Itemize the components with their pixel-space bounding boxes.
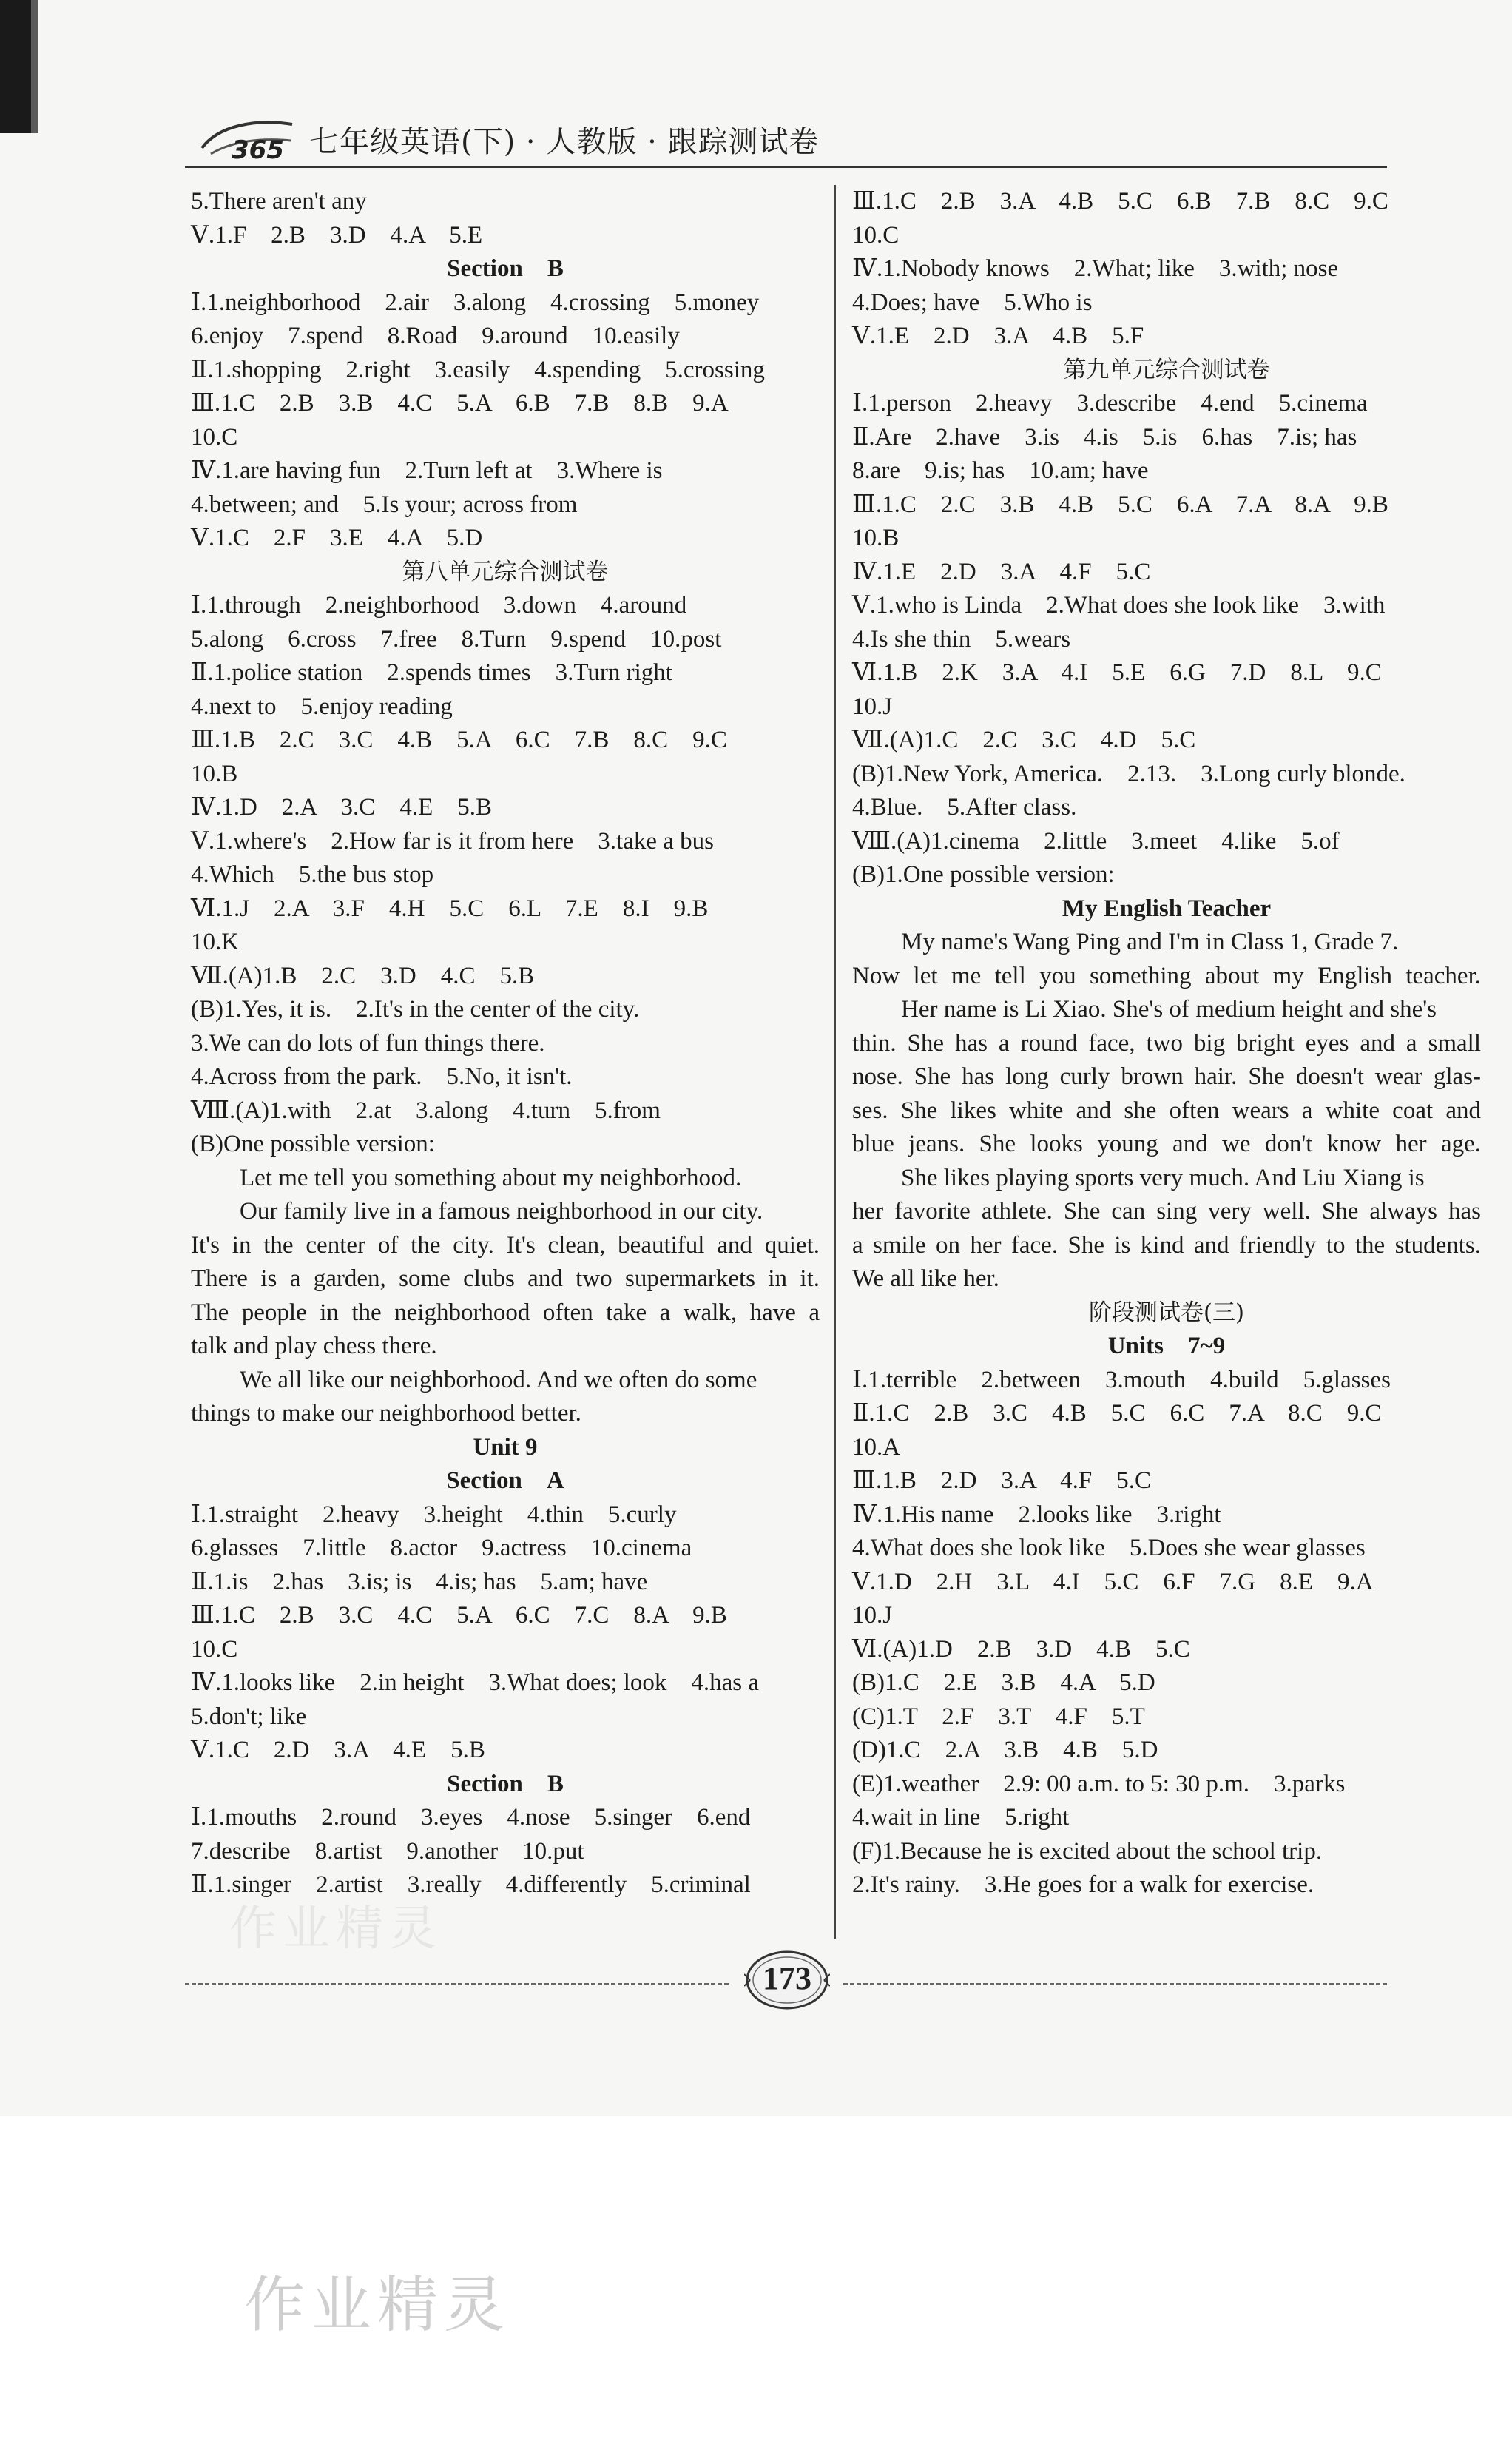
answer-line: 3.We can do lots of fun things there. — [191, 1029, 545, 1057]
answer-line: Ⅰ.1.terrible 2.between 3.mouth 4.build 5.glasses — [852, 1366, 1391, 1393]
essay-line: Her name is Li Xiao. She's of medium height and she's — [901, 996, 1437, 1023]
answer-line: 10.B — [852, 525, 900, 551]
answer-line: (D)1.C 2.A 3.B 4.B 5.D — [852, 1737, 1158, 1763]
answer-line: 2.It's rainy. 3.He goes for a walk for exercise. — [852, 1871, 1314, 1898]
essay-line: talk and play chess there. — [191, 1333, 437, 1359]
brand-logo — [196, 111, 300, 163]
stage-test-heading: 阶段测试卷(三) — [1088, 1299, 1245, 1326]
section-heading: Section A — [446, 1467, 564, 1494]
essay-line: My name's Wang Ping and I'm in Class 1, Grade 7. — [901, 929, 1399, 955]
answer-line: Ⅰ.1.through 2.neighborhood 3.down 4.around — [191, 592, 687, 619]
answer-line: 4.What does she look like 5.Does she wear glasses — [852, 1535, 1366, 1561]
answer-line: 10.C — [852, 221, 900, 249]
answer-line: 10.K — [191, 929, 240, 955]
answer-line: Ⅱ.Are 2.have 3.is 4.is 5.is 6.has 7.is; has — [852, 423, 1357, 451]
section-heading: Section B — [447, 255, 564, 282]
answer-line: 4.next to 5.enjoy reading — [191, 693, 453, 720]
binding-edge — [0, 0, 52, 133]
right-column — [852, 185, 1481, 1902]
answer-line: Ⅲ.1.C 2.B 3.C 4.C 5.A 6.C 7.C 8.A 9.B — [191, 1602, 727, 1629]
answer-line: Ⅴ.1.C 2.F 3.E 4.A 5.D — [191, 525, 483, 551]
answer-line: Ⅴ.1.C 2.D 3.A 4.E 5.B — [191, 1737, 485, 1763]
unit-test-heading: 第九单元综合测试卷 — [1063, 356, 1270, 383]
answer-line: 10.A — [852, 1433, 901, 1461]
unit-heading: Unit 9 — [473, 1433, 538, 1461]
logo-text: 365 — [232, 135, 284, 163]
answer-line: 4.wait in line 5.right — [852, 1804, 1070, 1831]
answer-line: Ⅳ.1.Nobody knows 2.What; like 3.with; nose — [852, 255, 1339, 282]
answer-line: Ⅷ.(A)1.with 2.at 3.along 4.turn 5.from — [191, 1097, 661, 1124]
answer-line: 5.don't; like — [191, 1703, 307, 1730]
answer-line: 4.Is she thin 5.wears — [852, 625, 1071, 653]
answer-line: Ⅴ.1.who is Linda 2.What does she look like 3.with — [852, 592, 1386, 619]
answer-line: Ⅱ.1.singer 2.artist 3.really 4.differently 5.criminal — [191, 1871, 751, 1898]
essay-line: There is a garden, some clubs and two supermarkets in it. — [191, 1265, 820, 1292]
answer-line: Ⅱ.1.police station 2.spends times 3.Turn right — [191, 659, 672, 686]
answer-line: (F)1.Because he is excited about the school trip. — [852, 1837, 1323, 1865]
footer-dashed-rule-left — [185, 1983, 729, 1985]
footer-dashed-rule-right — [843, 1983, 1387, 1985]
answer-line: (B)One possible version: — [191, 1131, 435, 1157]
answer-line: (B)1.C 2.E 3.B 4.A 5.D — [852, 1669, 1155, 1696]
left-column — [191, 185, 820, 1902]
answer-line: (B)1.One possible version: — [852, 861, 1115, 888]
essay-line: She likes playing sports very much. And Liu Xiang is — [901, 1164, 1425, 1191]
answer-line: Ⅰ.1.mouths 2.round 3.eyes 4.nose 5.singer 6.end — [191, 1804, 751, 1831]
unit-test-heading: 第八单元综合测试卷 — [402, 558, 609, 585]
essay-line: things to make our neighborhood better. — [191, 1400, 581, 1427]
section-heading: Section B — [447, 1770, 564, 1797]
answer-line: Ⅷ.(A)1.cinema 2.little 3.meet 4.like 5.of — [852, 827, 1340, 855]
answer-line: 10.C — [191, 1635, 238, 1663]
essay-line: ses. She likes white and she often wears a white coat and — [852, 1097, 1481, 1124]
essay-line: thin. She has a round face, two big bright eyes and a small — [852, 1029, 1481, 1057]
answer-line: Ⅴ.1.E 2.D 3.A 4.B 5.F — [852, 323, 1144, 349]
answer-line: Ⅲ.1.B 2.D 3.A 4.F 5.C — [852, 1467, 1152, 1494]
essay-line: her favorite athlete. She can sing very well. She always has — [852, 1198, 1481, 1225]
answer-line: 5.There aren't any — [191, 188, 367, 215]
answer-line: 4.Across from the park. 5.No, it isn't. — [191, 1063, 573, 1090]
answer-line: Ⅳ.1.E 2.D 3.A 4.F 5.C — [852, 558, 1151, 585]
answer-line: 6.enjoy 7.spend 8.Road 9.around 10.easily — [191, 323, 680, 349]
answer-line: Ⅱ.1.is 2.has 3.is; is 4.is; has 5.am; have — [191, 1568, 648, 1595]
watermark: 作业精灵 — [244, 2270, 511, 2340]
answer-line: 4.between; and 5.Is your; across from — [191, 491, 578, 518]
answer-line: 10.C — [191, 423, 238, 451]
answer-line: 4.Blue. 5.After class. — [852, 794, 1077, 821]
answer-line: Ⅳ.1.D 2.A 3.C 4.E 5.B — [191, 794, 492, 821]
answer-line: 10.B — [191, 760, 238, 787]
column-divider — [834, 185, 836, 1939]
essay-line: We all like her. — [852, 1265, 999, 1292]
answer-line: 7.describe 8.artist 9.another 10.put — [191, 1837, 584, 1865]
answer-line: Ⅵ.1.B 2.K 3.A 4.I 5.E 6.G 7.D 8.L 9.C — [852, 659, 1382, 686]
units-heading: Units 7~9 — [1107, 1333, 1226, 1359]
header-rule — [185, 166, 1387, 168]
answer-line: Ⅴ.1.F 2.B 3.D 4.A 5.E — [191, 221, 483, 249]
answer-line: Ⅳ.1.are having fun 2.Turn left at 3.Where is — [191, 457, 663, 484]
answer-line: Ⅰ.1.straight 2.heavy 3.height 4.thin 5.curly — [191, 1501, 677, 1528]
essay-line: It's in the center of the city. It's clean, beautiful and quiet. — [191, 1231, 820, 1259]
answer-line: Ⅰ.1.neighborhood 2.air 3.along 4.crossing 5.money — [191, 289, 760, 316]
essay-line: We all like our neighborhood. And we often do some — [240, 1366, 757, 1393]
answer-line: 8.are 9.is; has 10.am; have — [852, 457, 1149, 484]
answer-line: Ⅱ.1.shopping 2.right 3.easily 4.spending 5.crossing — [191, 356, 765, 383]
answer-line: Ⅴ.1.D 2.H 3.L 4.I 5.C 6.F 7.G 8.E 9.A — [852, 1568, 1374, 1595]
essay-line: Now let me tell you something about my English teacher. — [852, 962, 1481, 989]
answer-line: Ⅵ.1.J 2.A 3.F 4.H 5.C 6.L 7.E 8.I 9.B — [191, 895, 709, 922]
essay-line: Our family live in a famous neighborhood in our city. — [240, 1198, 763, 1225]
blank-margin — [0, 2116, 1512, 2447]
answer-line: Ⅶ.(A)1.C 2.C 3.C 4.D 5.C — [852, 727, 1196, 753]
answer-line: Ⅲ.1.B 2.C 3.C 4.B 5.A 6.C 7.B 8.C 9.C — [191, 727, 727, 753]
page-number: 173 — [763, 1960, 811, 1996]
answer-line: 10.J — [852, 693, 893, 720]
answer-line: (B)1.New York, America. 2.13. 3.Long curly blonde. — [852, 760, 1405, 787]
page-header-title: 七年级英语(下) · 人教版 · 跟踪测试卷 — [309, 125, 820, 159]
answer-line: (C)1.T 2.F 3.T 4.F 5.T — [852, 1703, 1145, 1730]
answer-line: Ⅴ.1.where's 2.How far is it from here 3.take a bus — [191, 827, 715, 855]
essay-line: Let me tell you something about my neighborhood. — [240, 1164, 742, 1191]
answer-line: Ⅳ.1.His name 2.looks like 3.right — [852, 1501, 1221, 1528]
watermark: 作业精灵 — [229, 1902, 442, 1956]
answer-line: (B)1.Yes, it is. 2.It's in the center of the city. — [191, 996, 640, 1023]
answer-line: Ⅰ.1.person 2.heavy 3.describe 4.end 5.cinema — [852, 390, 1368, 417]
answer-line: (E)1.weather 2.9: 00 a.m. to 5: 30 p.m. 3.parks — [852, 1770, 1346, 1797]
essay-line: a smile on her face. She is kind and friendly to the students. — [852, 1231, 1481, 1259]
answer-line: Ⅳ.1.looks like 2.in height 3.What does; look 4.has a — [191, 1669, 760, 1696]
essay-line: The people in the neighborhood often take a walk, have a — [191, 1299, 820, 1326]
essay-line: blue jeans. She looks young and we don't know her age. — [852, 1131, 1481, 1157]
answer-line: 6.glasses 7.little 8.actor 9.actress 10.cinema — [191, 1535, 692, 1561]
answer-line: Ⅵ.(A)1.D 2.B 3.D 4.B 5.C — [852, 1635, 1190, 1663]
answer-line: Ⅶ.(A)1.B 2.C 3.D 4.C 5.B — [191, 962, 535, 989]
answer-line: 4.Does; have 5.Who is — [852, 289, 1093, 316]
answer-line: 10.J — [852, 1602, 893, 1629]
answer-line: Ⅲ.1.C 2.B 3.B 4.C 5.A 6.B 7.B 8.B 9.A — [191, 390, 729, 417]
essay-title: My English Teacher — [1062, 895, 1272, 922]
answer-line: Ⅱ.1.C 2.B 3.C 4.B 5.C 6.C 7.A 8.C 9.C — [852, 1400, 1382, 1427]
essay-line: nose. She has long curly brown hair. She doesn't wear glas- — [852, 1063, 1481, 1090]
answer-line: 4.Which 5.the bus stop — [191, 861, 434, 888]
answer-line: Ⅲ.1.C 2.C 3.B 4.B 5.C 6.A 7.A 8.A 9.B — [852, 491, 1388, 518]
answer-line: Ⅲ.1.C 2.B 3.A 4.B 5.C 6.B 7.B 8.C 9.C — [852, 188, 1388, 215]
answer-line: 5.along 6.cross 7.free 8.Turn 9.spend 10.post — [191, 625, 722, 653]
